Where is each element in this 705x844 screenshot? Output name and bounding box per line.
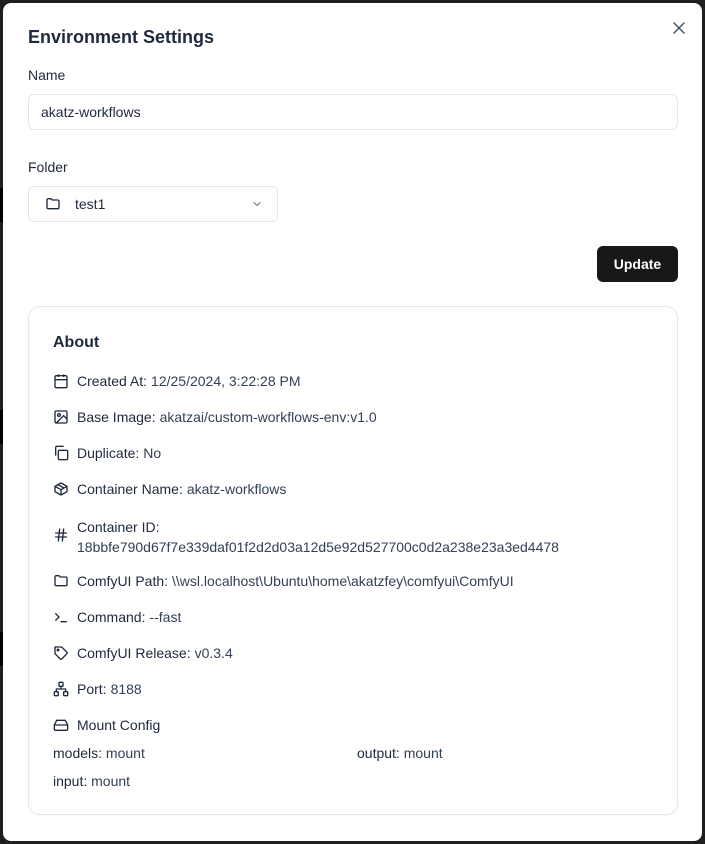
port-value: 8188 — [110, 681, 142, 697]
created-at-row — [53, 373, 301, 389]
duplicate-row — [53, 445, 161, 461]
command-row — [53, 609, 181, 625]
update-button[interactable]: Update — [597, 246, 678, 282]
comfyui-path-row — [53, 573, 514, 589]
mount-config-label: Mount Config — [77, 717, 161, 733]
chevron-down-icon — [251, 198, 263, 210]
mount-key: input: — [53, 773, 88, 789]
container-name-value: akatz-workflows — [186, 481, 287, 497]
base-image-value: akatzai/custom-workflows-env:v1.0 — [159, 409, 377, 425]
hash-icon — [53, 527, 69, 543]
created-at-value: 12/25/2024, 3:22:28 PM — [151, 373, 301, 389]
container-id-row — [53, 517, 559, 557]
folder-icon — [53, 573, 69, 589]
base-image-key: Base Image: — [77, 409, 156, 425]
mount-item-input — [53, 773, 130, 789]
mount-key: output: — [357, 745, 400, 761]
container-id-key: Container ID: — [77, 519, 160, 535]
command-value: --fast — [149, 609, 182, 625]
mount-item-models — [53, 745, 145, 761]
created-at-key: Created At: — [77, 373, 148, 389]
mount-config-row — [53, 717, 164, 733]
close-button[interactable] — [670, 19, 688, 37]
dialog-title: Environment Settings — [28, 27, 215, 47]
tag-icon — [53, 645, 69, 661]
copy-icon — [53, 445, 69, 461]
calendar-icon — [53, 373, 69, 389]
port-row — [53, 681, 142, 697]
command-key: Command: — [77, 609, 146, 625]
network-icon — [53, 681, 69, 697]
comfyui-path-value: \\wsl.localhost\Ubuntu\home\akatzfey\comfyui\ComfyUI — [172, 573, 514, 589]
folder-icon — [45, 196, 61, 212]
release-key: ComfyUI Release: — [77, 645, 191, 661]
hard-drive-icon — [53, 717, 69, 733]
about-card — [28, 306, 678, 815]
name-input[interactable] — [28, 94, 678, 130]
mount-key: models: — [53, 745, 103, 761]
about-title: About — [53, 334, 100, 351]
image-icon — [53, 409, 69, 425]
duplicate-key: Duplicate: — [77, 445, 140, 461]
mount-value: mount — [403, 745, 443, 761]
container-name-row — [53, 481, 286, 497]
mount-item-output — [357, 745, 443, 761]
release-value: v0.3.4 — [194, 645, 233, 661]
duplicate-value: No — [143, 445, 162, 461]
container-name-key: Container Name: — [77, 481, 183, 497]
port-key: Port: — [77, 681, 107, 697]
mount-value: mount — [91, 773, 131, 789]
environment-settings-dialog — [3, 3, 702, 841]
name-label: Name — [28, 67, 66, 83]
mount-value: mount — [105, 745, 145, 761]
close-icon — [673, 22, 685, 34]
base-image-row — [53, 409, 377, 425]
container-id-value: 18bbfe790d67f7e339daf01f2d2d03a12d5e92d527700c0d2a238e23a3ed4478 — [77, 539, 559, 555]
box-icon — [53, 481, 69, 497]
comfyui-path-key: ComfyUI Path: — [77, 573, 169, 589]
folder-select-value: test1 — [75, 196, 106, 212]
terminal-icon — [53, 609, 69, 625]
release-row — [53, 645, 233, 661]
folder-label: Folder — [28, 159, 68, 175]
folder-select[interactable] — [28, 186, 278, 222]
